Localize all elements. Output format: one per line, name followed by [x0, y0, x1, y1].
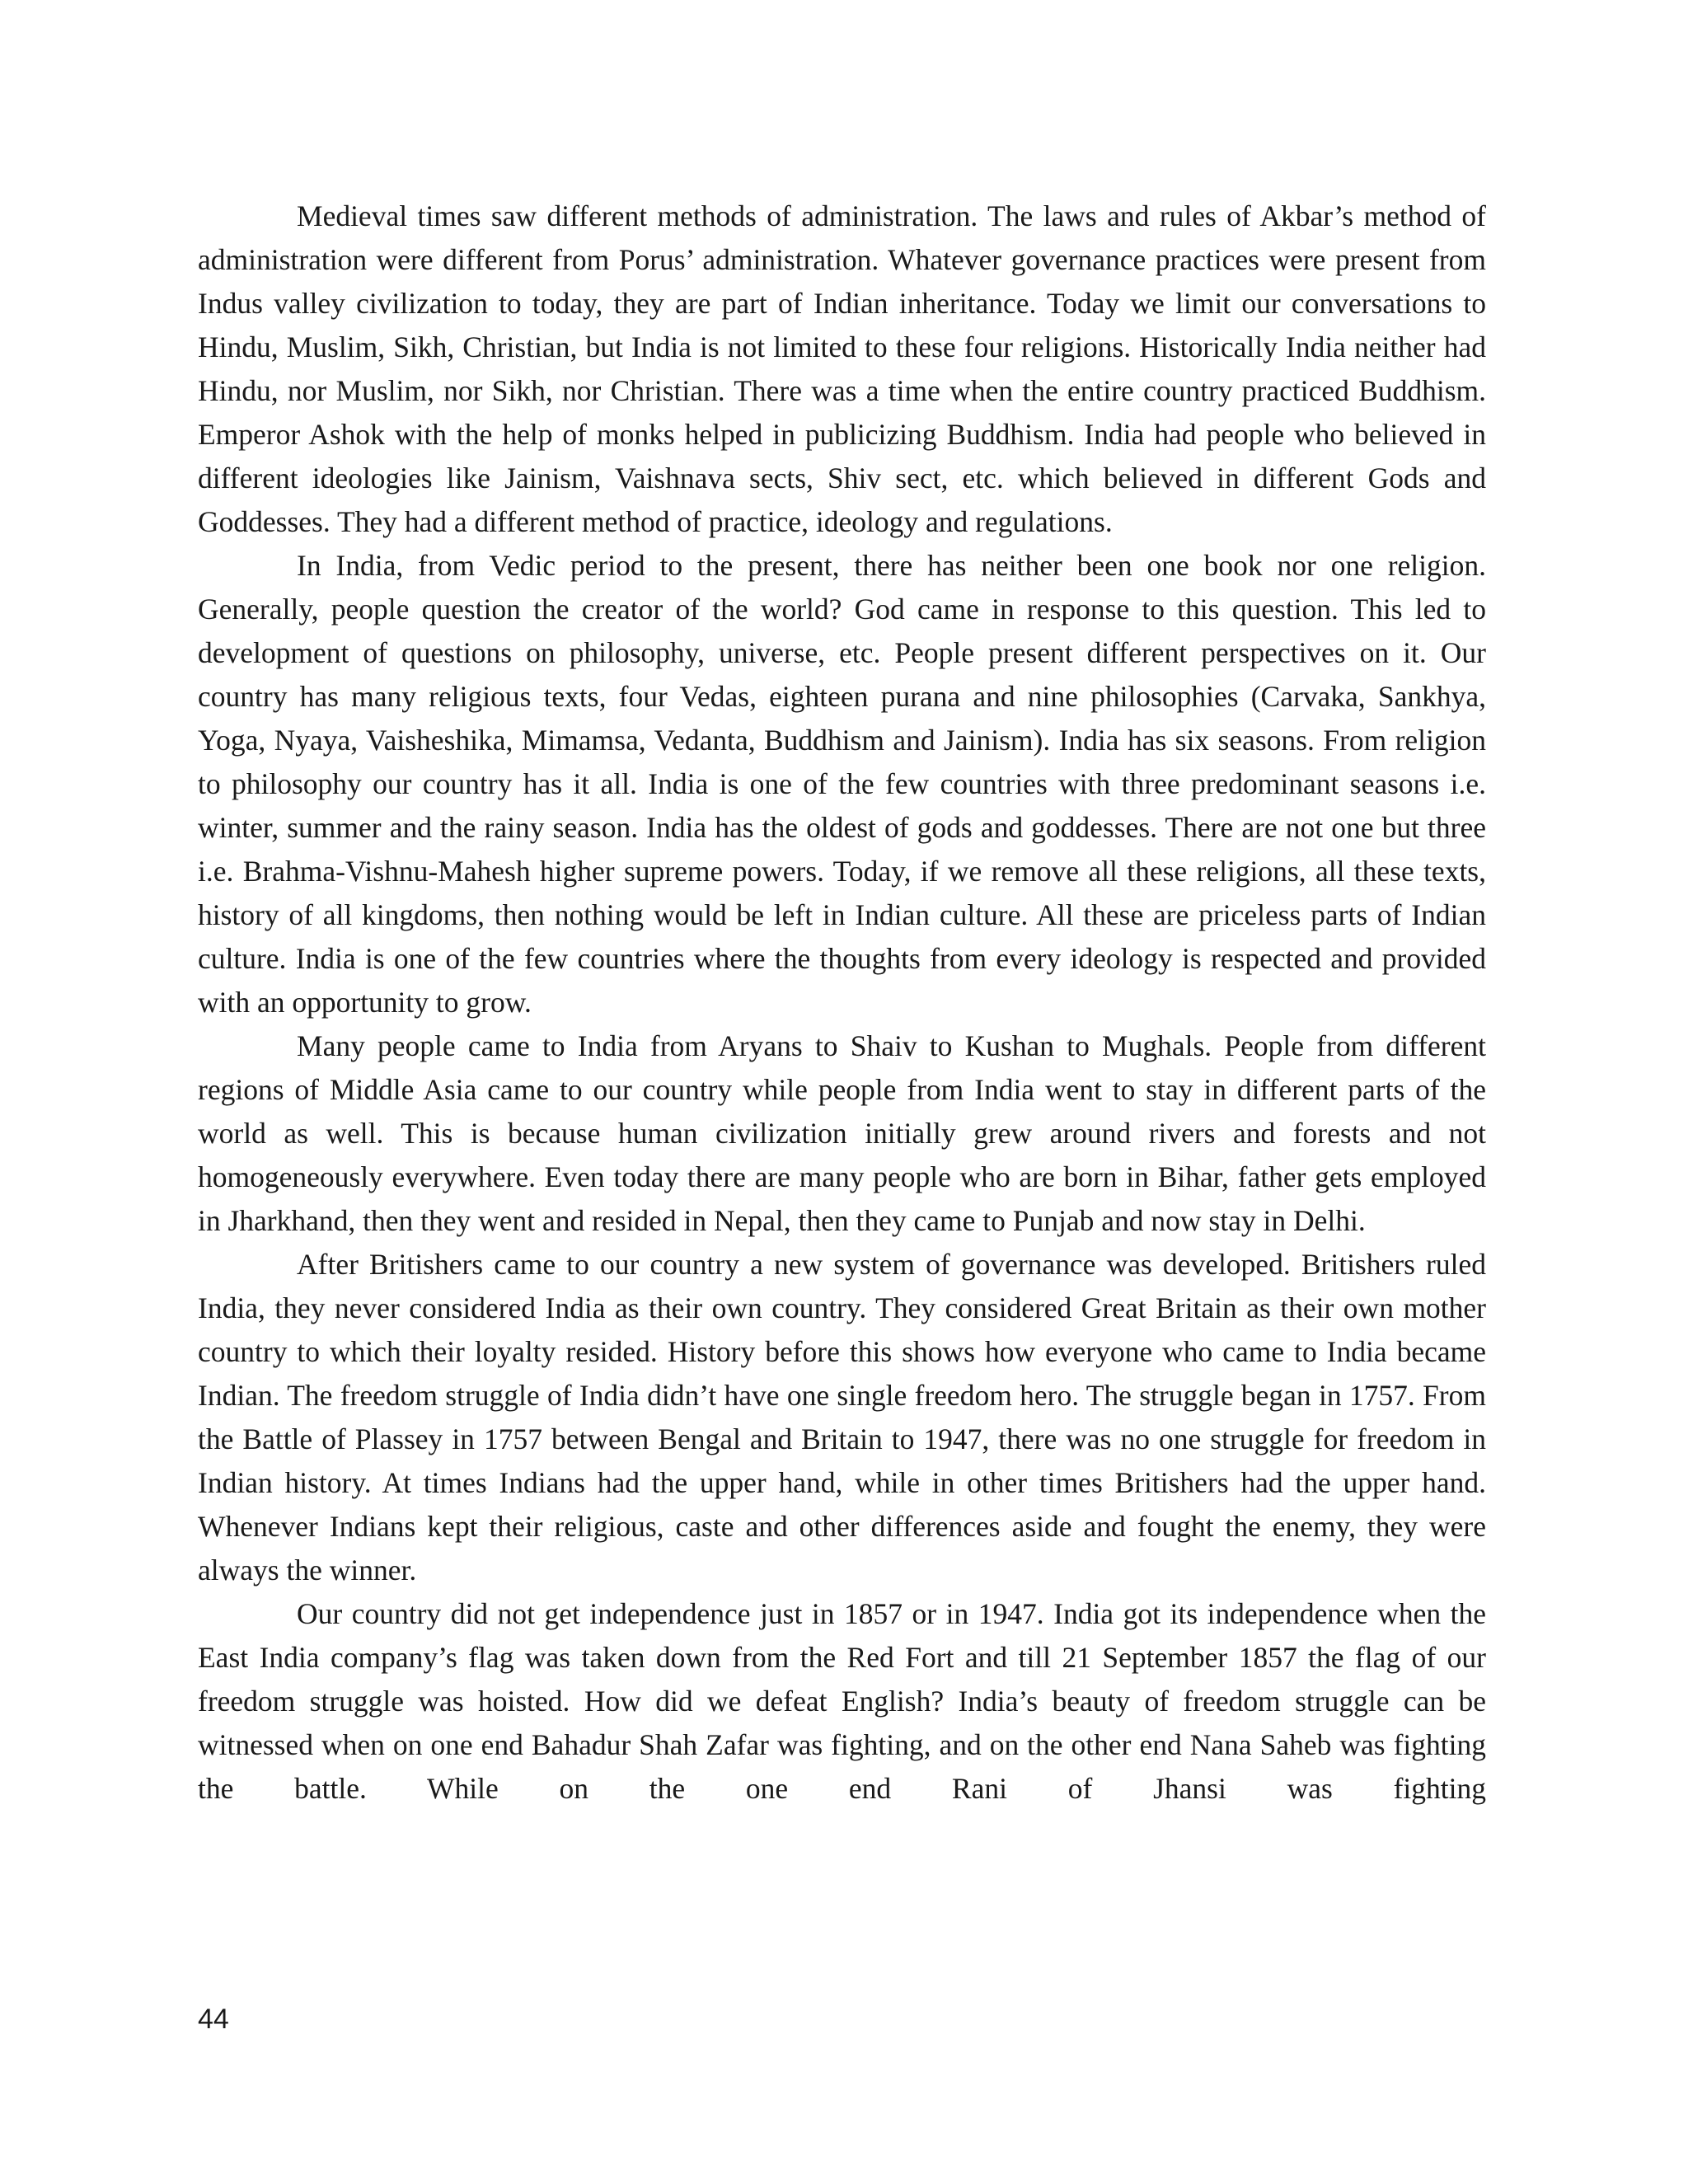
body-text: [198, 194, 1486, 1811]
paragraph-independence: Our country did not get independence just in 1857 or in 1947. India got its independence when the East India company’s flag was taken down from the Red Fort and till 21 September 1857 the flag of our freedom struggle was hoisted. How did we defeat English? India’s beauty of freedom struggle can be witnessed when on one end Bahadur Shah Zafar was fighting, and on the other end Nana Saheb was fighting the battle. While on the one end Rani of Jhansi was fighting: [198, 1597, 1486, 1805]
paragraph-religion-philosophy: In India, from Vedic period to the present, there has neither been one book nor one religion. Generally, people question the creator of the world? God came in response to this question. This led to development of questions on philosophy, universe, etc. People present different perspectives on it. Our country has many religious texts, four Vedas, eighteen purana and nine philosophies (Carvaka, Sankhya, Yoga, Nyaya, Vaisheshika, Mimamsa, Vedanta, Buddhism and Jainism). India has six seasons. From religion to philosophy our country has it all. India is one of the few countries with three predominant seasons i.e. winter, summer and the rainy season. India has the oldest of gods and goddesses. There are not one but three i.e. Brahma-Vishnu-Mahesh higher supreme powers. Today, if we remove all these religions, all these texts, history of all kingdoms, then nothing would be left in Indian culture. All these are priceless parts of Indian culture. India is one of the few countries where the thoughts from every ideology is respected and provided with an opportunity to grow.: [198, 549, 1486, 1019]
page-number: 44: [198, 2004, 229, 2035]
paragraph-britishers: After Britishers came to our country a new system of governance was developed. Britishers ruled India, they never considered India as their own country. They considered Great Britain as their own mother country to which their loyalty resided. History before this shows how everyone who came to India became Indian. The freedom struggle of India didn’t have one single freedom hero. The struggle began in 1757. From the Battle of Plassey in 1757 between Bengal and Britain to 1947, there was no one struggle for freedom in Indian history. At times Indians had the upper hand, while in other times Britishers had the upper hand. Whenever Indians kept their religious, caste and other differences aside and fought the enemy, they were always the winner.: [198, 1248, 1486, 1586]
paragraph-administration: Medieval times saw different methods of administration. The laws and rules of Akbar’s method of administration were different from Porus’ administration. Whatever governance practices were present from Indus valley civilization to today, they are part of Indian inheritance. Today we limit our conversations to Hindu, Muslim, Sikh, Christian, but India is not limited to these four religions. Historically India neither had Hindu, nor Muslim, nor Sikh, nor Christian. There was a time when the entire country practiced Buddhism. Emperor Ashok with the help of monks helped in publicizing Buddhism. India had people who believed in different ideologies like Jainism, Vaishnava sects, Shiv sect, etc. which believed in different Gods and Goddesses. They had a different method of practice, ideology and regulations.: [198, 199, 1486, 538]
paragraph-migration: Many people came to India from Aryans to Shaiv to Kushan to Mughals. People from different regions of Middle Asia came to our country while people from India went to stay in different parts of the world as well. This is because human civilization initially grew around rivers and forests and not homogeneously everywhere. Even today there are many people who are born in Bihar, father gets employed in Jharkhand, then they went and resided in Nepal, then they came to Punjab and now stay in Delhi.: [198, 1029, 1486, 1237]
